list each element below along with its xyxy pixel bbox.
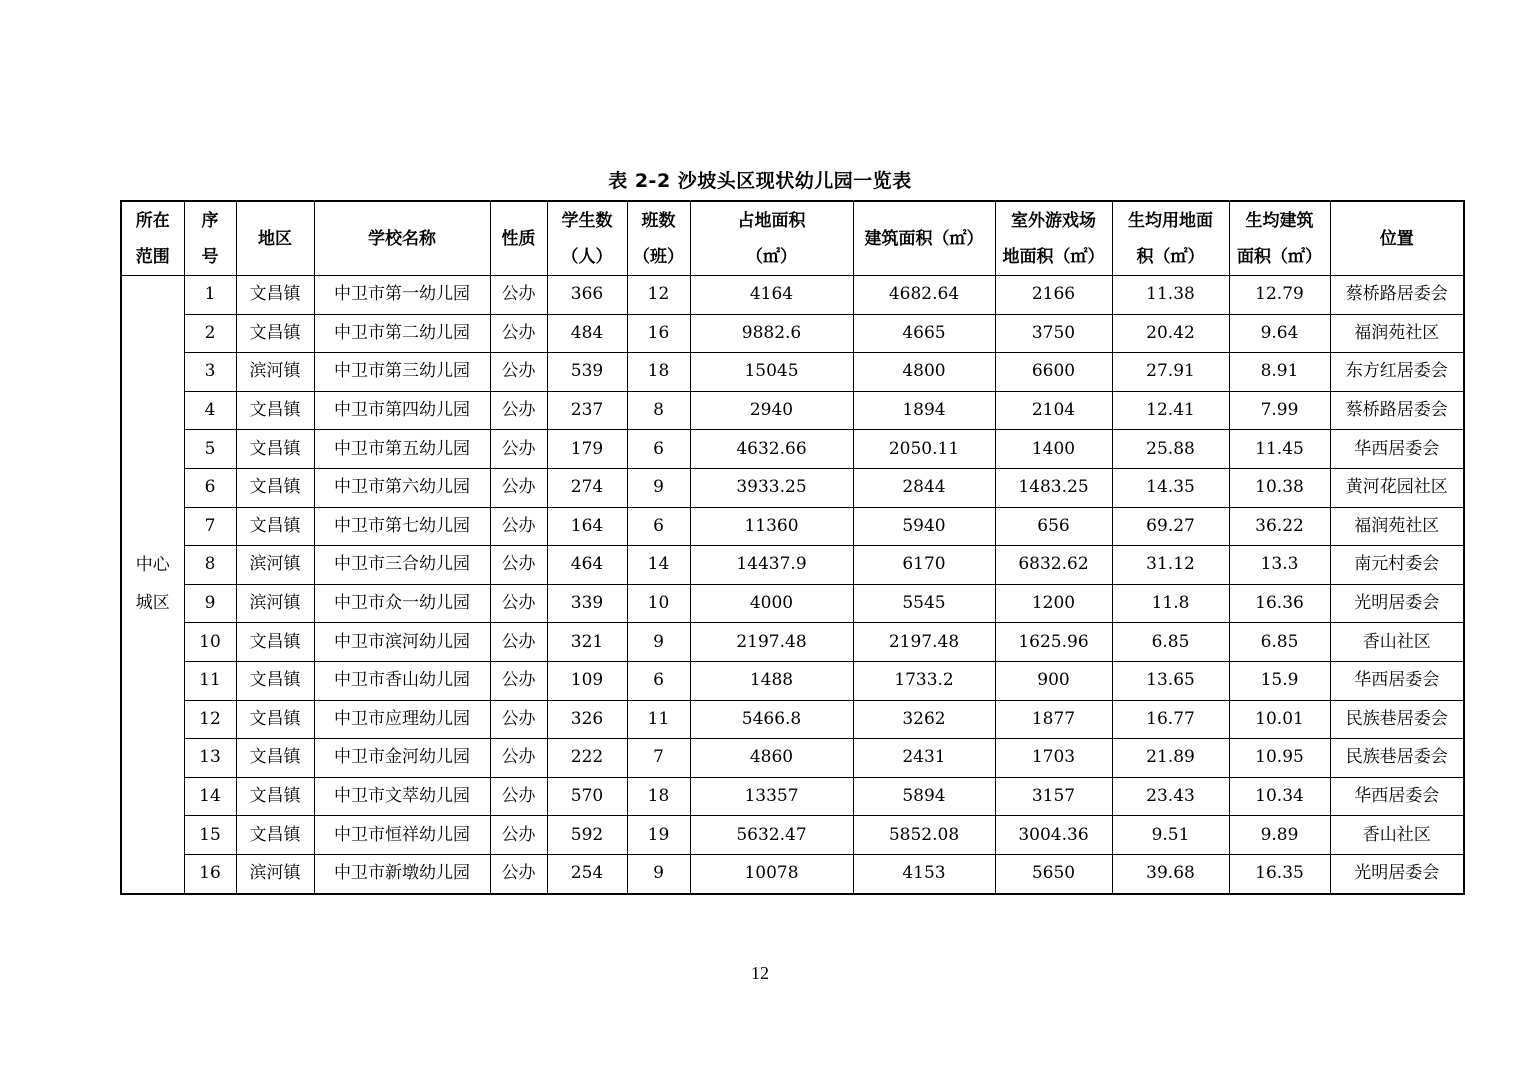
header-line: 学生数 — [561, 210, 613, 231]
cell-land: 5632.47 — [690, 816, 853, 855]
cell-build-per: 10.38 — [1229, 468, 1330, 507]
header-cell — [547, 201, 627, 276]
cell-area: 文昌镇 — [236, 430, 314, 469]
header-line: （㎡） — [746, 246, 797, 267]
cell-area: 文昌镇 — [236, 276, 314, 315]
table-row — [121, 391, 1464, 430]
cell-build-per: 10.34 — [1229, 777, 1330, 816]
header-line: 号 — [201, 246, 219, 267]
header-cell — [184, 201, 236, 276]
cell-area: 滨河镇 — [236, 353, 314, 392]
header-line: （人） — [561, 246, 613, 267]
cell-name: 中卫市新墩幼儿园 — [314, 854, 490, 893]
cell-name: 中卫市第二幼儿园 — [314, 314, 490, 353]
cell-build-per: 15.9 — [1229, 661, 1330, 700]
cell-land: 4860 — [690, 739, 853, 778]
cell-land: 2197.48 — [690, 623, 853, 662]
cell-land-per: 27.91 — [1112, 353, 1229, 392]
table-row — [121, 507, 1464, 546]
table-body — [121, 276, 1464, 894]
cell-play: 3004.36 — [995, 816, 1112, 855]
cell-building: 5940 — [853, 507, 995, 546]
cell-area: 文昌镇 — [236, 623, 314, 662]
table-row — [121, 353, 1464, 392]
cell-students: 464 — [547, 546, 627, 585]
header-line: 序 — [201, 210, 219, 231]
cell-name: 中卫市第三幼儿园 — [314, 353, 490, 392]
cell-building: 4682.64 — [853, 276, 995, 315]
cell-building: 3262 — [853, 700, 995, 739]
cell-area: 文昌镇 — [236, 391, 314, 430]
table-row — [121, 430, 1464, 469]
cell-land: 2940 — [690, 391, 853, 430]
cell-area: 滨河镇 — [236, 854, 314, 893]
cell-students: 109 — [547, 661, 627, 700]
cell-location: 南元村委会 — [1330, 546, 1464, 585]
cell-classes: 12 — [627, 276, 690, 315]
cell-build-per: 9.89 — [1229, 816, 1330, 855]
cell-classes: 9 — [627, 468, 690, 507]
cell-land: 4164 — [690, 276, 853, 315]
cell-play: 1703 — [995, 739, 1112, 778]
cell-build-per: 16.36 — [1229, 584, 1330, 623]
cell-students: 222 — [547, 739, 627, 778]
cell-location: 蔡桥路居委会 — [1330, 391, 1464, 430]
cell-land: 4632.66 — [690, 430, 853, 469]
table-row — [121, 314, 1464, 353]
cell-build-per: 10.01 — [1229, 700, 1330, 739]
cell-build-per: 7.99 — [1229, 391, 1330, 430]
cell-location: 东方红居委会 — [1330, 353, 1464, 392]
cell-building: 1894 — [853, 391, 995, 430]
cell-classes: 8 — [627, 391, 690, 430]
header-cell — [690, 201, 853, 276]
header-cell — [236, 201, 314, 276]
page-number: 12 — [751, 963, 769, 983]
header-line: 范围 — [135, 246, 170, 267]
table-row — [121, 276, 1464, 315]
cell-type: 公办 — [490, 700, 547, 739]
table-row — [121, 584, 1464, 623]
cell-land: 4000 — [690, 584, 853, 623]
cell-play: 900 — [995, 661, 1112, 700]
cell-land: 13357 — [690, 777, 853, 816]
cell-type: 公办 — [490, 353, 547, 392]
cell-students: 237 — [547, 391, 627, 430]
cell-building: 4153 — [853, 854, 995, 893]
cell-location: 华西居委会 — [1330, 777, 1464, 816]
cell-location: 福润苑社区 — [1330, 314, 1464, 353]
cell-land-per: 31.12 — [1112, 546, 1229, 585]
cell-classes: 18 — [627, 777, 690, 816]
header-line: 地面积（㎡） — [1002, 246, 1105, 267]
region-line: 中心 — [135, 555, 170, 576]
table-row — [121, 739, 1464, 778]
header-cell — [1229, 201, 1330, 276]
header-line: 生均建筑 — [1245, 210, 1314, 231]
cell-students: 326 — [547, 700, 627, 739]
cell-no: 14 — [184, 777, 236, 816]
cell-building: 5545 — [853, 584, 995, 623]
cell-location: 光明居委会 — [1330, 584, 1464, 623]
cell-students: 366 — [547, 276, 627, 315]
cell-name: 中卫市第一幼儿园 — [314, 276, 490, 315]
cell-name: 中卫市第四幼儿园 — [314, 391, 490, 430]
cell-location: 蔡桥路居委会 — [1330, 276, 1464, 315]
cell-play: 2104 — [995, 391, 1112, 430]
cell-land-per: 14.35 — [1112, 468, 1229, 507]
cell-name: 中卫市应理幼儿园 — [314, 700, 490, 739]
cell-no: 1 — [184, 276, 236, 315]
header-cell — [121, 201, 184, 276]
cell-play: 1400 — [995, 430, 1112, 469]
cell-build-per: 9.64 — [1229, 314, 1330, 353]
cell-type: 公办 — [490, 468, 547, 507]
header-line: 位置 — [1379, 228, 1414, 249]
cell-name: 中卫市第五幼儿园 — [314, 430, 490, 469]
cell-classes: 11 — [627, 700, 690, 739]
cell-no: 13 — [184, 739, 236, 778]
cell-build-per: 11.45 — [1229, 430, 1330, 469]
cell-type: 公办 — [490, 507, 547, 546]
cell-classes: 7 — [627, 739, 690, 778]
table-row — [121, 777, 1464, 816]
region-line: 城区 — [135, 593, 170, 614]
cell-build-per: 13.3 — [1229, 546, 1330, 585]
cell-building: 2844 — [853, 468, 995, 507]
cell-location: 光明居委会 — [1330, 854, 1464, 893]
cell-type: 公办 — [490, 314, 547, 353]
cell-play: 1200 — [995, 584, 1112, 623]
cell-land: 3933.25 — [690, 468, 853, 507]
header-cell — [1330, 201, 1464, 276]
cell-location: 福润苑社区 — [1330, 507, 1464, 546]
cell-name: 中卫市三合幼儿园 — [314, 546, 490, 585]
cell-location: 香山社区 — [1330, 623, 1464, 662]
cell-play: 1877 — [995, 700, 1112, 739]
cell-land: 5466.8 — [690, 700, 853, 739]
header-row — [121, 201, 1464, 276]
header-line: 建筑面积（㎡） — [864, 228, 984, 249]
cell-location: 黄河花园社区 — [1330, 468, 1464, 507]
cell-play: 3750 — [995, 314, 1112, 353]
cell-students: 484 — [547, 314, 627, 353]
cell-name: 中卫市金河幼儿园 — [314, 739, 490, 778]
cell-land-per: 20.42 — [1112, 314, 1229, 353]
table-row — [121, 546, 1464, 585]
cell-type: 公办 — [490, 276, 547, 315]
table-row — [121, 661, 1464, 700]
cell-classes: 18 — [627, 353, 690, 392]
cell-classes: 9 — [627, 854, 690, 893]
cell-students: 321 — [547, 623, 627, 662]
cell-name: 中卫市第七幼儿园 — [314, 507, 490, 546]
cell-build-per: 12.79 — [1229, 276, 1330, 315]
cell-play: 5650 — [995, 854, 1112, 893]
cell-land-per: 11.8 — [1112, 584, 1229, 623]
cell-classes: 6 — [627, 430, 690, 469]
cell-classes: 9 — [627, 623, 690, 662]
cell-type: 公办 — [490, 430, 547, 469]
cell-no: 11 — [184, 661, 236, 700]
cell-no: 9 — [184, 584, 236, 623]
table-title: 表 2-2 沙坡头区现状幼儿园一览表 — [608, 170, 912, 192]
cell-area: 文昌镇 — [236, 661, 314, 700]
cell-no: 2 — [184, 314, 236, 353]
cell-name: 中卫市恒祥幼儿园 — [314, 816, 490, 855]
cell-type: 公办 — [490, 854, 547, 893]
header-line: 班数 — [641, 210, 676, 231]
header-line: 面积（㎡） — [1237, 246, 1322, 267]
cell-name: 中卫市众一幼儿园 — [314, 584, 490, 623]
cell-land-per: 69.27 — [1112, 507, 1229, 546]
cell-location: 华西居委会 — [1330, 661, 1464, 700]
header-line: 生均用地面 — [1128, 210, 1213, 231]
cell-land-per: 16.77 — [1112, 700, 1229, 739]
table-row — [121, 623, 1464, 662]
cell-students: 179 — [547, 430, 627, 469]
cell-classes: 16 — [627, 314, 690, 353]
cell-building: 4665 — [853, 314, 995, 353]
cell-location: 民族巷居委会 — [1330, 739, 1464, 778]
header-cell — [490, 201, 547, 276]
region-cell — [121, 276, 184, 894]
table-row — [121, 468, 1464, 507]
cell-no: 4 — [184, 391, 236, 430]
cell-type: 公办 — [490, 391, 547, 430]
table-row — [121, 854, 1464, 893]
cell-land: 11360 — [690, 507, 853, 546]
cell-students: 592 — [547, 816, 627, 855]
cell-students: 164 — [547, 507, 627, 546]
cell-area: 文昌镇 — [236, 507, 314, 546]
cell-area: 文昌镇 — [236, 700, 314, 739]
cell-land-per: 23.43 — [1112, 777, 1229, 816]
header-line: 所在 — [135, 210, 170, 231]
cell-students: 254 — [547, 854, 627, 893]
cell-build-per: 10.95 — [1229, 739, 1330, 778]
cell-land-per: 39.68 — [1112, 854, 1229, 893]
cell-play: 2166 — [995, 276, 1112, 315]
header-line: 性质 — [501, 228, 536, 249]
cell-land-per: 6.85 — [1112, 623, 1229, 662]
cell-type: 公办 — [490, 661, 547, 700]
header-line: （班） — [633, 246, 684, 267]
cell-area: 文昌镇 — [236, 314, 314, 353]
cell-land-per: 12.41 — [1112, 391, 1229, 430]
cell-students: 339 — [547, 584, 627, 623]
cell-building: 4800 — [853, 353, 995, 392]
cell-build-per: 6.85 — [1229, 623, 1330, 662]
cell-type: 公办 — [490, 623, 547, 662]
cell-play: 6600 — [995, 353, 1112, 392]
cell-students: 274 — [547, 468, 627, 507]
cell-area: 文昌镇 — [236, 816, 314, 855]
cell-type: 公办 — [490, 816, 547, 855]
cell-location: 香山社区 — [1330, 816, 1464, 855]
header-cell — [627, 201, 690, 276]
cell-classes: 6 — [627, 661, 690, 700]
cell-name: 中卫市香山幼儿园 — [314, 661, 490, 700]
cell-building: 2197.48 — [853, 623, 995, 662]
cell-no: 12 — [184, 700, 236, 739]
cell-land: 10078 — [690, 854, 853, 893]
header-line: 室外游戏场 — [1011, 210, 1096, 231]
header-cell — [314, 201, 490, 276]
cell-play: 6832.62 — [995, 546, 1112, 585]
table-row — [121, 700, 1464, 739]
header-cell — [1112, 201, 1229, 276]
cell-type: 公办 — [490, 546, 547, 585]
cell-area: 滨河镇 — [236, 584, 314, 623]
header-line: 占地面积 — [737, 210, 806, 231]
cell-area: 滨河镇 — [236, 546, 314, 585]
cell-build-per: 36.22 — [1229, 507, 1330, 546]
cell-location: 华西居委会 — [1330, 430, 1464, 469]
cell-play: 1483.25 — [995, 468, 1112, 507]
cell-no: 6 — [184, 468, 236, 507]
cell-building: 2050.11 — [853, 430, 995, 469]
cell-land-per: 21.89 — [1112, 739, 1229, 778]
table-row — [121, 816, 1464, 855]
cell-building: 5852.08 — [853, 816, 995, 855]
cell-classes: 10 — [627, 584, 690, 623]
cell-name: 中卫市第六幼儿园 — [314, 468, 490, 507]
header-line: 积（㎡） — [1136, 246, 1205, 267]
cell-no: 5 — [184, 430, 236, 469]
cell-play: 3157 — [995, 777, 1112, 816]
cell-building: 5894 — [853, 777, 995, 816]
header-line: 学校名称 — [368, 228, 436, 249]
cell-students: 539 — [547, 353, 627, 392]
cell-classes: 14 — [627, 546, 690, 585]
cell-build-per: 16.35 — [1229, 854, 1330, 893]
header-cell — [995, 201, 1112, 276]
cell-land-per: 13.65 — [1112, 661, 1229, 700]
cell-classes: 19 — [627, 816, 690, 855]
cell-play: 656 — [995, 507, 1112, 546]
cell-classes: 6 — [627, 507, 690, 546]
cell-area: 文昌镇 — [236, 777, 314, 816]
cell-land: 1488 — [690, 661, 853, 700]
cell-land: 15045 — [690, 353, 853, 392]
cell-no: 16 — [184, 854, 236, 893]
cell-play: 1625.96 — [995, 623, 1112, 662]
cell-area: 文昌镇 — [236, 739, 314, 778]
kindergarten-table — [120, 200, 1465, 895]
cell-no: 7 — [184, 507, 236, 546]
cell-land: 9882.6 — [690, 314, 853, 353]
header-line: 地区 — [258, 228, 292, 249]
cell-land-per: 11.38 — [1112, 276, 1229, 315]
cell-no: 15 — [184, 816, 236, 855]
cell-no: 8 — [184, 546, 236, 585]
cell-land: 14437.9 — [690, 546, 853, 585]
cell-building: 2431 — [853, 739, 995, 778]
cell-type: 公办 — [490, 739, 547, 778]
cell-type: 公办 — [490, 584, 547, 623]
cell-land-per: 25.88 — [1112, 430, 1229, 469]
cell-name: 中卫市文萃幼儿园 — [314, 777, 490, 816]
cell-building: 6170 — [853, 546, 995, 585]
cell-building: 1733.2 — [853, 661, 995, 700]
cell-students: 570 — [547, 777, 627, 816]
cell-land-per: 9.51 — [1112, 816, 1229, 855]
cell-location: 民族巷居委会 — [1330, 700, 1464, 739]
cell-no: 3 — [184, 353, 236, 392]
cell-name: 中卫市滨河幼儿园 — [314, 623, 490, 662]
header-cell — [853, 201, 995, 276]
cell-build-per: 8.91 — [1229, 353, 1330, 392]
cell-no: 10 — [184, 623, 236, 662]
cell-type: 公办 — [490, 777, 547, 816]
cell-area: 文昌镇 — [236, 468, 314, 507]
